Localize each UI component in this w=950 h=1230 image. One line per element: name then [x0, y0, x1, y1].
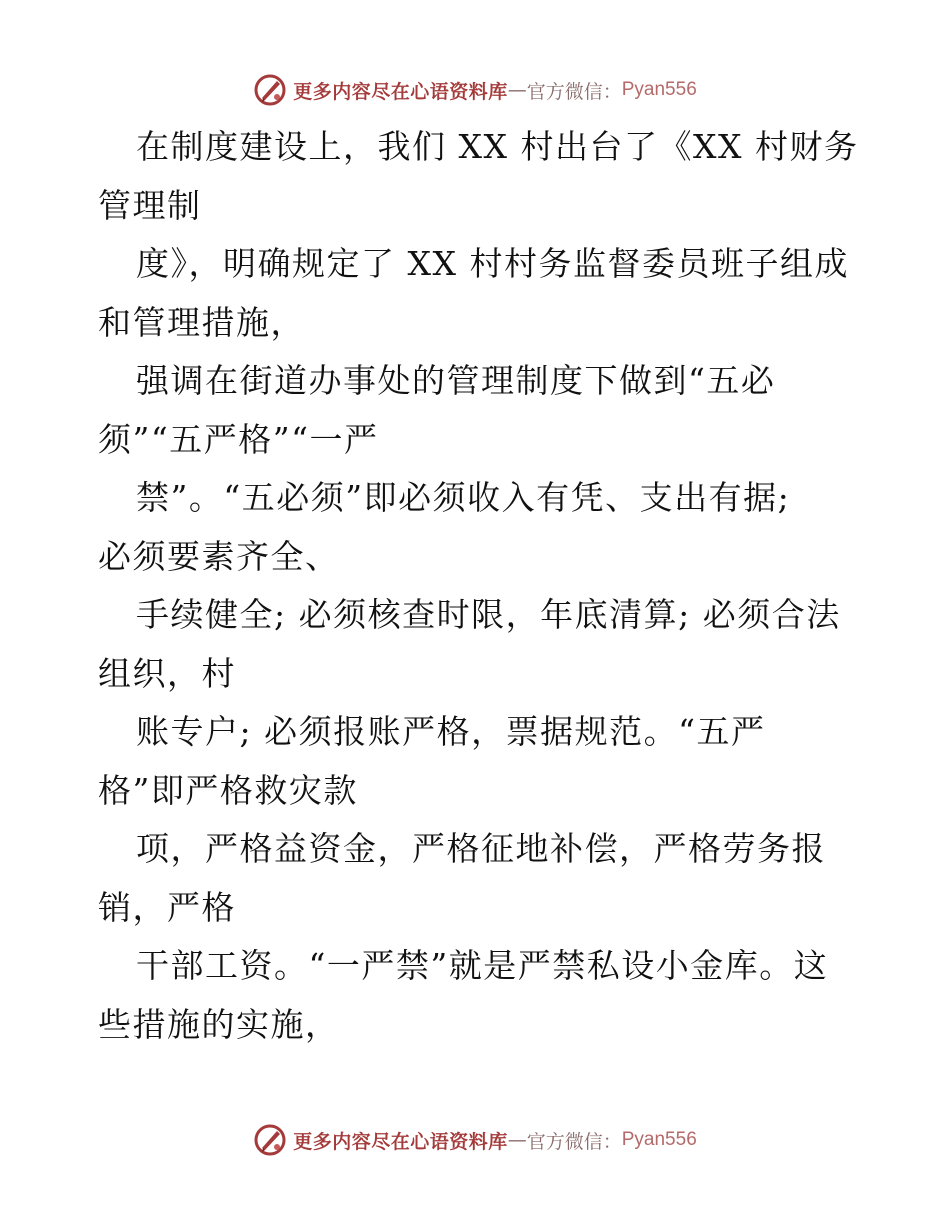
- body-line: 格”即严格救灾款: [98, 770, 358, 810]
- document-body: [98, 118, 878, 1054]
- body-line: 管理制: [98, 185, 202, 225]
- body-line: 干部工资。“一严禁”就是严禁私设小金库。这: [136, 946, 829, 985]
- body-line: 组织，村: [98, 653, 236, 693]
- header-watermark: [0, 70, 950, 110]
- body-line: 手续健全; 必须核查时限，年底清算; 必须合法: [136, 595, 841, 634]
- watermark-dash: —: [507, 1129, 527, 1151]
- body-line: 项，严格益资金，严格征地补偿，严格劳务报: [136, 829, 826, 868]
- body-line: 在制度建设上，我们 XX 村出台了《XX 村财务: [136, 127, 859, 166]
- body-line: 些措施的实施，: [98, 1004, 340, 1044]
- watermark-wechat-label: 官方微信：: [526, 80, 622, 103]
- watermark-wechat-id: Pyan556: [621, 79, 697, 100]
- watermark-dash: —: [507, 79, 527, 101]
- watermark-wechat-label: 官方微信：: [526, 1130, 622, 1153]
- body-line: 度》，明确规定了 XX 村村务监督委员班子组成: [136, 244, 849, 283]
- watermark-site-text: 更多内容尽在心语资料库: [293, 80, 508, 103]
- body-line: 须”“五严格”“一严: [98, 419, 379, 459]
- body-line: 强调在街道办事处的管理制度下做到“五必: [136, 361, 776, 400]
- watermark-site-text: 更多内容尽在心语资料库: [293, 1130, 508, 1153]
- body-line: 必须要素齐全、: [98, 536, 340, 576]
- body-line: 和管理措施，: [98, 302, 305, 342]
- body-line: 销，严格: [98, 887, 236, 927]
- quill-emblem-icon: [253, 1123, 287, 1157]
- body-line: 账专户; 必须报账严格，票据规范。“五严: [136, 712, 766, 751]
- watermark-wechat-id: Pyan556: [621, 1129, 697, 1150]
- quill-emblem-icon: [253, 73, 287, 107]
- body-line: 禁”。“五必须”即必须收入有凭、支出有据;: [136, 478, 791, 517]
- footer-watermark: [0, 1120, 950, 1160]
